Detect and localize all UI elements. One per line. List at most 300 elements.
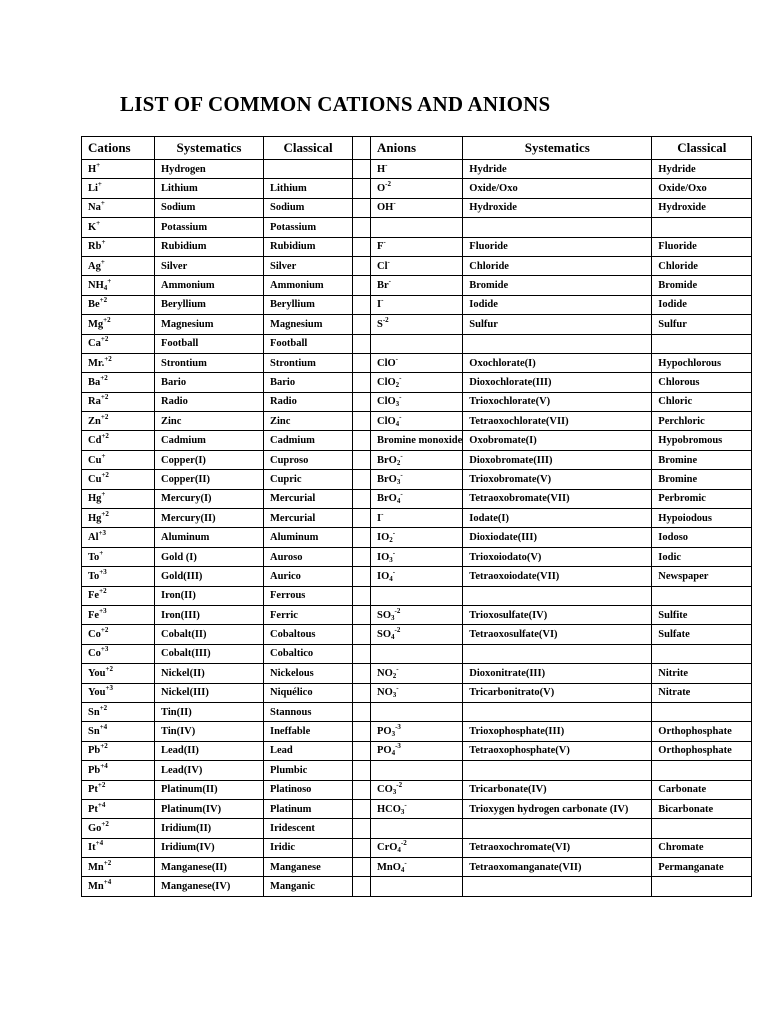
ion-symbol: Bromine monoxide — [377, 435, 463, 447]
ion-symbol: Pb — [88, 745, 101, 757]
ion-subscript: 3 — [395, 400, 400, 409]
table-row — [82, 160, 752, 179]
cation-formula — [82, 315, 155, 334]
cation-formula — [82, 722, 155, 741]
ion-charge: +4 — [97, 800, 106, 809]
anion-classical-name: Sulfite — [652, 605, 752, 624]
ion-subscript: 4 — [397, 846, 401, 855]
cation-classical-name: Radio — [264, 392, 353, 411]
ion-charge: +2 — [101, 432, 109, 441]
table-row — [82, 256, 752, 275]
table-row — [82, 625, 752, 644]
ion-charge: - — [399, 412, 402, 421]
ion-charge: +2 — [100, 373, 108, 382]
table-row — [82, 509, 752, 528]
cation-systematic-name: Lithium — [155, 179, 264, 198]
table-row — [82, 295, 752, 314]
anion-systematic-name — [463, 218, 652, 237]
ion-symbol: Ag — [88, 260, 101, 272]
anion-systematic-name: Trioxochlorate(V) — [463, 392, 652, 411]
spacer-cell — [353, 198, 371, 217]
anion-formula — [371, 547, 463, 566]
cation-systematic-name: Beryllium — [155, 295, 264, 314]
cation-systematic-name: Platinum(II) — [155, 780, 264, 799]
cation-formula — [82, 877, 155, 896]
ion-symbol: ClO — [377, 357, 396, 369]
table-row — [82, 179, 752, 198]
ion-charge: - — [399, 393, 402, 402]
ion-charge: +2 — [105, 664, 114, 673]
cation-systematic-name: Cobalt(III) — [155, 644, 264, 663]
cation-formula — [82, 489, 155, 508]
anion-systematic-name: Oxochlorate(I) — [463, 353, 652, 372]
table-row — [82, 528, 752, 547]
ion-charge: +2 — [100, 412, 109, 421]
cation-systematic-name: Iridium(IV) — [155, 838, 264, 857]
anion-classical-name: Hypochlorous — [652, 353, 752, 372]
anion-systematic-name: Tetraoxophosphate(V) — [463, 741, 652, 760]
ion-charge: - — [392, 567, 396, 576]
anion-systematic-name: Trioxophosphate(III) — [463, 722, 652, 741]
ion-symbol: PO — [377, 745, 392, 757]
cation-classical-name: Lead — [264, 741, 353, 760]
spacer-cell — [353, 780, 371, 799]
ion-symbol: PO — [377, 726, 392, 738]
ion-symbol: Pt — [88, 803, 98, 815]
ion-symbol: Cl — [377, 260, 388, 272]
cation-formula — [82, 218, 155, 237]
anion-classical-name — [652, 702, 752, 721]
ion-charge: - — [388, 277, 392, 286]
ion-charge: +2 — [100, 626, 109, 635]
table-row — [82, 334, 752, 353]
cation-systematic-name: Lead(IV) — [155, 761, 264, 780]
ion-charge: - — [383, 238, 386, 247]
table-row — [82, 470, 752, 489]
ion-subscript: 3 — [391, 613, 395, 622]
anion-systematic-name: Chloride — [463, 256, 652, 275]
ion-symbol: Sn — [88, 706, 100, 718]
spacer-cell — [353, 315, 371, 334]
ion-charge: -2 — [396, 781, 403, 790]
cation-formula — [82, 353, 155, 372]
ion-subscript: 4 — [396, 497, 401, 506]
anion-classical-name: Permanganate — [652, 858, 752, 877]
spacer-cell — [353, 567, 371, 586]
ion-charge: - — [381, 296, 384, 305]
anion-classical-name — [652, 819, 752, 838]
anion-classical-name — [652, 334, 752, 353]
cation-classical-name: Iridescent — [264, 819, 353, 838]
ion-charge: - — [385, 160, 388, 169]
spacer-cell — [353, 450, 371, 469]
ion-symbol: To — [88, 570, 100, 582]
anion-systematic-name: Trioxygen hydrogen carbonate (IV) — [463, 799, 652, 818]
ion-symbol: NH — [88, 280, 104, 292]
ion-symbol: SO — [377, 609, 392, 621]
ion-charge: +2 — [101, 819, 109, 828]
table-row — [82, 392, 752, 411]
ion-symbol: S — [377, 318, 383, 330]
ion-symbol: Cd — [88, 435, 102, 447]
anion-classical-name: Hypobromous — [652, 431, 752, 450]
anion-formula — [371, 664, 463, 683]
anion-classical-name — [652, 761, 752, 780]
cation-systematic-name: Manganese(II) — [155, 858, 264, 877]
ion-symbol: Fe — [88, 590, 100, 602]
cation-classical-name: Manganese — [264, 858, 353, 877]
table-row — [82, 858, 752, 877]
ion-charge: +2 — [104, 354, 112, 363]
anion-classical-name: Bromide — [652, 276, 752, 295]
anion-classical-name: Chloric — [652, 392, 752, 411]
ion-charge: +3 — [100, 645, 109, 654]
table-row — [82, 586, 752, 605]
ion-charge: +2 — [99, 296, 108, 305]
ion-charge: + — [101, 451, 106, 460]
ion-symbol: IO — [377, 532, 390, 544]
anion-classical-name — [652, 877, 752, 896]
spacer-cell — [353, 295, 371, 314]
cation-formula — [82, 664, 155, 683]
cation-classical-name: Cobaltous — [264, 625, 353, 644]
spacer-cell — [353, 586, 371, 605]
cation-formula — [82, 412, 155, 431]
cation-classical-name: Cadmium — [264, 431, 353, 450]
ion-symbol: Na — [88, 202, 101, 214]
table-row — [82, 838, 752, 857]
anion-formula — [371, 780, 463, 799]
anion-formula — [371, 605, 463, 624]
cation-systematic-name: Ammonium — [155, 276, 264, 295]
anion-formula — [371, 353, 463, 372]
ion-symbol: It — [88, 842, 96, 854]
table-row — [82, 489, 752, 508]
cation-systematic-name: Cadmium — [155, 431, 264, 450]
anion-classical-name: Sulfate — [652, 625, 752, 644]
anion-formula — [371, 586, 463, 605]
ion-charge: -2 — [394, 626, 401, 635]
anion-formula — [371, 858, 463, 877]
ion-symbol: Li — [88, 183, 98, 195]
cation-formula — [82, 509, 155, 528]
ion-symbol: Mn — [88, 861, 104, 873]
cation-classical-name: Aurico — [264, 567, 353, 586]
cation-systematic-name: Sodium — [155, 198, 264, 217]
anion-formula — [371, 198, 463, 217]
cation-systematic-name: Tin(II) — [155, 702, 264, 721]
header-cation-classical: Classical — [264, 137, 353, 160]
cation-formula — [82, 858, 155, 877]
cation-classical-name: Ferrous — [264, 586, 353, 605]
anion-classical-name: Bromine — [652, 470, 752, 489]
ion-subscript: 3 — [392, 691, 397, 700]
ion-charge: - — [395, 354, 399, 363]
ion-subscript: 2 — [392, 671, 397, 680]
anion-systematic-name: Sulfur — [463, 315, 652, 334]
cation-formula — [82, 373, 155, 392]
ion-charge: + — [96, 218, 101, 227]
cation-systematic-name: Mercury(II) — [155, 509, 264, 528]
spacer-cell — [353, 722, 371, 741]
cation-formula — [82, 586, 155, 605]
cation-systematic-name: Silver — [155, 256, 264, 275]
cation-classical-name: Football — [264, 334, 353, 353]
ion-charge: +2 — [99, 587, 107, 596]
spacer-cell — [353, 334, 371, 353]
spacer-cell — [353, 683, 371, 702]
spacer-cell — [353, 392, 371, 411]
header-cation-systematics: Systematics — [155, 137, 264, 160]
cation-classical-name: Iridic — [264, 838, 353, 857]
ion-symbol: You — [88, 667, 106, 679]
cation-classical-name: Silver — [264, 256, 353, 275]
anion-systematic-name — [463, 702, 652, 721]
anion-formula — [371, 741, 463, 760]
ion-charge: +4 — [95, 839, 104, 848]
anion-systematic-name: Trioxoiodato(V) — [463, 547, 652, 566]
anion-systematic-name: Iodide — [463, 295, 652, 314]
cation-classical-name: Cobaltico — [264, 644, 353, 663]
cation-classical-name: Mercurial — [264, 509, 353, 528]
anion-classical-name: Hypoiodous — [652, 509, 752, 528]
cation-formula — [82, 819, 155, 838]
anion-classical-name: Oxide/Oxo — [652, 179, 752, 198]
table-row — [82, 373, 752, 392]
anion-systematic-name — [463, 644, 652, 663]
ion-charge: +3 — [105, 684, 114, 693]
anion-formula — [371, 295, 463, 314]
anion-formula — [371, 237, 463, 256]
ion-charge: - — [392, 548, 396, 557]
cation-classical-name: Bario — [264, 373, 353, 392]
ion-charge: - — [400, 451, 403, 460]
cation-systematic-name: Gold (I) — [155, 547, 264, 566]
header-anion-classical: Classical — [652, 137, 752, 160]
cation-formula — [82, 334, 155, 353]
spacer-cell — [353, 664, 371, 683]
spacer-cell — [353, 179, 371, 198]
ion-symbol: BrO — [377, 454, 397, 466]
cation-systematic-name: Nickel(II) — [155, 664, 264, 683]
table-row — [82, 644, 752, 663]
table-row — [82, 412, 752, 431]
anion-classical-name: Sulfur — [652, 315, 752, 334]
ion-symbol: MnO — [377, 861, 401, 873]
header-cations: Cations — [82, 137, 155, 160]
anion-formula — [371, 412, 463, 431]
cation-formula — [82, 276, 155, 295]
anion-systematic-name: Tricarbonitrato(V) — [463, 683, 652, 702]
ion-charge: + — [101, 238, 106, 247]
cation-classical-name: Ineffable — [264, 722, 353, 741]
anion-classical-name: Newspaper — [652, 567, 752, 586]
ion-charge: - — [400, 470, 403, 479]
spacer-cell — [353, 838, 371, 857]
ion-charge: - — [393, 199, 396, 208]
ion-symbol: Be — [88, 299, 100, 311]
cation-systematic-name: Hydrogen — [155, 160, 264, 179]
anion-systematic-name: Tetraoxoiodate(VII) — [463, 567, 652, 586]
anion-formula — [371, 819, 463, 838]
table-row — [82, 702, 752, 721]
ion-symbol: ClO — [377, 376, 396, 388]
cation-formula — [82, 470, 155, 489]
ion-charge: + — [101, 490, 106, 499]
ion-symbol: Mg — [88, 318, 104, 330]
cation-formula — [82, 644, 155, 663]
cation-formula — [82, 392, 155, 411]
spacer-cell — [353, 547, 371, 566]
table-row — [82, 450, 752, 469]
spacer-cell — [353, 160, 371, 179]
ion-charge: + — [99, 548, 104, 557]
cation-classical-name: Auroso — [264, 547, 353, 566]
anion-formula — [371, 470, 463, 489]
cation-classical-name — [264, 160, 353, 179]
table-row — [82, 547, 752, 566]
ion-symbol: Co — [88, 648, 101, 660]
anion-classical-name: Carbonate — [652, 780, 752, 799]
ion-charge: - — [399, 373, 402, 382]
ion-charge: - — [400, 490, 403, 499]
anion-formula — [371, 392, 463, 411]
ion-charge: - — [392, 529, 396, 538]
ion-subscript: 2 — [396, 458, 401, 467]
ion-symbol: K — [88, 221, 97, 233]
cation-classical-name: Cuproso — [264, 450, 353, 469]
cation-systematic-name: Platinum(IV) — [155, 799, 264, 818]
anion-systematic-name: Trioxosulfate(IV) — [463, 605, 652, 624]
spacer-cell — [353, 877, 371, 896]
anion-formula — [371, 218, 463, 237]
anion-formula — [371, 567, 463, 586]
cation-formula — [82, 547, 155, 566]
spacer-cell — [353, 625, 371, 644]
cation-classical-name: Ammonium — [264, 276, 353, 295]
ion-subscript: 4 — [391, 633, 395, 642]
spacer-cell — [353, 353, 371, 372]
cation-classical-name: Sodium — [264, 198, 353, 217]
page-title: LIST OF COMMON CATIONS AND ANIONS — [120, 92, 551, 116]
cation-formula — [82, 237, 155, 256]
ion-symbol: F — [377, 241, 384, 253]
ion-charge: - — [381, 509, 384, 518]
ion-symbol: CO — [377, 784, 393, 796]
table-header-row — [82, 137, 752, 160]
ion-charge: +2 — [103, 858, 112, 867]
anion-formula — [371, 373, 463, 392]
anion-formula — [371, 644, 463, 663]
cation-systematic-name: Lead(II) — [155, 741, 264, 760]
table-row — [82, 567, 752, 586]
anion-classical-name: Iodic — [652, 547, 752, 566]
anion-systematic-name: Tetraoxochromate(VI) — [463, 838, 652, 857]
header-anion-systematics: Systematics — [463, 137, 652, 160]
anion-systematic-name: Dioxobromate(III) — [463, 450, 652, 469]
anion-classical-name: Iodide — [652, 295, 752, 314]
cation-classical-name: Magnesium — [264, 315, 353, 334]
ion-symbol: HCO — [377, 803, 401, 815]
cation-formula — [82, 605, 155, 624]
ion-symbol: H — [377, 163, 386, 175]
anion-systematic-name: Iodate(I) — [463, 509, 652, 528]
cation-systematic-name: Potassium — [155, 218, 264, 237]
anion-classical-name: Iodoso — [652, 528, 752, 547]
cation-classical-name: Beryllium — [264, 295, 353, 314]
cation-systematic-name: Radio — [155, 392, 264, 411]
ion-charge: +2 — [99, 703, 108, 712]
cation-formula — [82, 683, 155, 702]
anion-classical-name: Chromate — [652, 838, 752, 857]
anion-formula — [371, 761, 463, 780]
ion-symbol: You — [88, 687, 106, 699]
spacer-cell — [353, 373, 371, 392]
cation-classical-name: Potassium — [264, 218, 353, 237]
cation-formula — [82, 799, 155, 818]
ion-subscript: 3 — [400, 807, 405, 816]
cation-formula — [82, 528, 155, 547]
cation-classical-name: Nickelous — [264, 664, 353, 683]
cation-classical-name: Zinc — [264, 412, 353, 431]
ion-charge: +2 — [101, 470, 109, 479]
cation-systematic-name: Rubidium — [155, 237, 264, 256]
spacer-cell — [353, 819, 371, 838]
spacer-cell — [353, 741, 371, 760]
table-row — [82, 218, 752, 237]
anion-systematic-name — [463, 877, 652, 896]
anion-formula — [371, 838, 463, 857]
ion-charge: -2 — [400, 839, 407, 848]
ion-symbol: ClO — [377, 396, 396, 408]
ion-symbol: H — [88, 163, 97, 175]
ion-symbol: Rb — [88, 241, 102, 253]
cation-systematic-name: Zinc — [155, 412, 264, 431]
cation-classical-name: Manganic — [264, 877, 353, 896]
cation-systematic-name: Copper(II) — [155, 470, 264, 489]
anion-systematic-name — [463, 761, 652, 780]
anion-systematic-name: Tetraoxosulfate(VI) — [463, 625, 652, 644]
cation-systematic-name: Strontium — [155, 353, 264, 372]
anion-formula — [371, 509, 463, 528]
table-row — [82, 315, 752, 334]
spacer-cell — [353, 644, 371, 663]
ion-charge: + — [100, 257, 105, 266]
ion-charge: -2 — [394, 606, 401, 615]
cation-systematic-name: Nickel(III) — [155, 683, 264, 702]
ion-charge: +2 — [101, 509, 109, 518]
cation-systematic-name: Iron(III) — [155, 605, 264, 624]
ion-charge: - — [404, 858, 407, 867]
anion-systematic-name: Tetraoxobromate(VII) — [463, 489, 652, 508]
ion-symbol: Zn — [88, 415, 101, 427]
ion-symbol: Pt — [88, 784, 98, 796]
ion-symbol: Hg — [88, 493, 102, 505]
ion-symbol: IO — [377, 570, 390, 582]
anion-formula — [371, 450, 463, 469]
spacer-cell — [353, 509, 371, 528]
anion-classical-name: Chloride — [652, 256, 752, 275]
ion-charge: -2 — [385, 180, 392, 189]
cation-formula — [82, 160, 155, 179]
cation-systematic-name: Copper(I) — [155, 450, 264, 469]
ion-symbol: Ra — [88, 396, 101, 408]
cation-formula — [82, 431, 155, 450]
header-anions: Anions — [371, 137, 463, 160]
anion-systematic-name: Bromide — [463, 276, 652, 295]
cation-systematic-name: Bario — [155, 373, 264, 392]
ion-subscript: 3 — [389, 555, 393, 564]
